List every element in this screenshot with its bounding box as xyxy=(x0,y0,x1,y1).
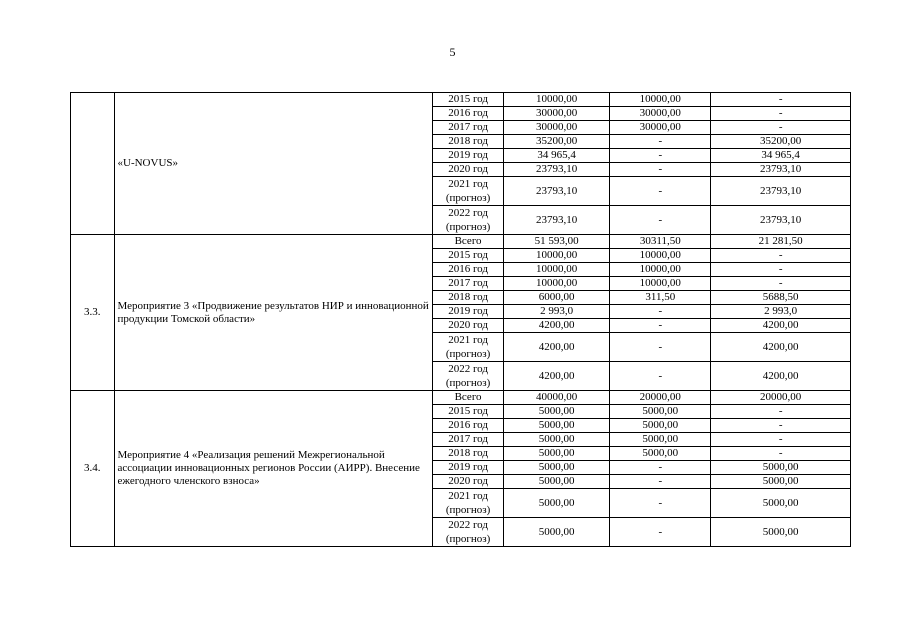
regional-cell: 4200,00 xyxy=(711,319,851,333)
federal-cell: - xyxy=(610,489,711,518)
total-cell: 5000,00 xyxy=(503,475,609,489)
year-line: 2022 год xyxy=(448,207,488,219)
item-number-cell xyxy=(71,93,115,235)
total-cell: 35200,00 xyxy=(503,135,609,149)
federal-cell: - xyxy=(610,319,711,333)
item-number-cell: 3.3. xyxy=(71,235,115,391)
total-cell: 23793,10 xyxy=(503,163,609,177)
table-row xyxy=(71,93,851,107)
total-cell: 4200,00 xyxy=(503,333,609,362)
year-line: 2021 год xyxy=(448,178,488,190)
federal-cell: 10000,00 xyxy=(610,93,711,107)
regional-cell: 5688,50 xyxy=(711,291,851,305)
regional-cell: 23793,10 xyxy=(711,163,851,177)
federal-cell: - xyxy=(610,518,711,547)
total-cell: 5000,00 xyxy=(503,461,609,475)
year-cell: 2020 год xyxy=(433,319,504,333)
regional-cell: 21 281,50 xyxy=(711,235,851,249)
total-cell: 5000,00 xyxy=(503,433,609,447)
federal-cell: 30000,00 xyxy=(610,121,711,135)
year-cell: 2016 год xyxy=(433,419,504,433)
year-cell xyxy=(433,206,504,235)
year-line: 2022 год xyxy=(448,363,488,375)
total-cell: 23793,10 xyxy=(503,206,609,235)
total-cell: 10000,00 xyxy=(503,249,609,263)
year-cell: 2020 год xyxy=(433,163,504,177)
year-line: 2021 год xyxy=(448,490,488,502)
regional-cell: - xyxy=(711,447,851,461)
year-line: (прогноз) xyxy=(445,192,491,204)
regional-cell: 23793,10 xyxy=(711,177,851,206)
total-cell: 2 993,0 xyxy=(503,305,609,319)
federal-cell: 10000,00 xyxy=(610,263,711,277)
year-cell: 2019 год xyxy=(433,461,504,475)
total-cell: 40000,00 xyxy=(503,391,609,405)
regional-cell: 4200,00 xyxy=(711,333,851,362)
year-cell: 2016 год xyxy=(433,107,504,121)
federal-cell: 30311,50 xyxy=(610,235,711,249)
regional-cell: 5000,00 xyxy=(711,461,851,475)
federal-cell: 30000,00 xyxy=(610,107,711,121)
year-cell: 2015 год xyxy=(433,249,504,263)
regional-cell: - xyxy=(711,263,851,277)
federal-cell: - xyxy=(610,362,711,391)
federal-cell: - xyxy=(610,461,711,475)
item-description-cell: Мероприятие 3 «Продвижение результатов НИР и инновационной продукции Томской области» xyxy=(114,235,433,391)
regional-cell: - xyxy=(711,249,851,263)
table-row xyxy=(71,391,851,405)
federal-cell: 10000,00 xyxy=(610,249,711,263)
year-cell: 2015 год xyxy=(433,93,504,107)
federal-cell: 10000,00 xyxy=(610,277,711,291)
year-cell: 2018 год xyxy=(433,135,504,149)
federal-cell: 5000,00 xyxy=(610,405,711,419)
federal-cell: 5000,00 xyxy=(610,447,711,461)
total-cell: 10000,00 xyxy=(503,93,609,107)
regional-cell: 35200,00 xyxy=(711,135,851,149)
year-cell: 2017 год xyxy=(433,433,504,447)
total-cell: 34 965,4 xyxy=(503,149,609,163)
regional-cell: - xyxy=(711,433,851,447)
federal-cell: - xyxy=(610,206,711,235)
regional-cell: 20000,00 xyxy=(711,391,851,405)
year-cell: 2020 год xyxy=(433,475,504,489)
regional-cell: 5000,00 xyxy=(711,518,851,547)
regional-cell: 34 965,4 xyxy=(711,149,851,163)
total-cell: 23793,10 xyxy=(503,177,609,206)
total-cell: 30000,00 xyxy=(503,107,609,121)
total-cell: 5000,00 xyxy=(503,405,609,419)
regional-cell: - xyxy=(711,277,851,291)
regional-cell: - xyxy=(711,405,851,419)
total-cell: 5000,00 xyxy=(503,419,609,433)
page-number: 5 xyxy=(449,45,456,59)
regional-cell: - xyxy=(711,419,851,433)
total-cell: 10000,00 xyxy=(503,263,609,277)
year-cell: 2016 год xyxy=(433,263,504,277)
year-line: 2022 год xyxy=(448,519,488,531)
total-cell: 5000,00 xyxy=(503,447,609,461)
table-body xyxy=(71,93,851,547)
federal-cell: 5000,00 xyxy=(610,433,711,447)
total-cell: 30000,00 xyxy=(503,121,609,135)
federal-cell: - xyxy=(610,305,711,319)
budget-table xyxy=(70,92,851,547)
regional-cell: - xyxy=(711,93,851,107)
year-cell xyxy=(433,518,504,547)
regional-cell: 23793,10 xyxy=(711,206,851,235)
year-cell xyxy=(433,489,504,518)
year-line: 2021 год xyxy=(448,334,488,346)
regional-cell: - xyxy=(711,121,851,135)
regional-cell: 4200,00 xyxy=(711,362,851,391)
item-description-cell: Мероприятие 4 «Реализация решений Межрегиональной ассоциации инновационных регионов России (АИРР). Внесение ежегодного членского взноса» xyxy=(114,391,433,547)
federal-cell: - xyxy=(610,135,711,149)
regional-cell: 2 993,0 xyxy=(711,305,851,319)
year-line: (прогноз) xyxy=(445,533,491,545)
year-cell: 2018 год xyxy=(433,291,504,305)
item-number-cell: 3.4. xyxy=(71,391,115,547)
regional-cell: 5000,00 xyxy=(711,489,851,518)
year-cell xyxy=(433,177,504,206)
total-cell: 5000,00 xyxy=(503,518,609,547)
federal-cell: - xyxy=(610,149,711,163)
year-line: (прогноз) xyxy=(445,377,491,389)
total-cell: 4200,00 xyxy=(503,362,609,391)
year-cell: Всего xyxy=(433,235,504,249)
total-cell: 4200,00 xyxy=(503,319,609,333)
total-cell: 6000,00 xyxy=(503,291,609,305)
federal-cell: - xyxy=(610,475,711,489)
year-cell: 2018 год xyxy=(433,447,504,461)
year-cell: 2019 год xyxy=(433,149,504,163)
federal-cell: - xyxy=(610,177,711,206)
total-cell: 10000,00 xyxy=(503,277,609,291)
total-cell: 5000,00 xyxy=(503,489,609,518)
year-cell: 2017 год xyxy=(433,277,504,291)
federal-cell: 311,50 xyxy=(610,291,711,305)
year-cell xyxy=(433,362,504,391)
federal-cell: - xyxy=(610,333,711,362)
year-line: (прогноз) xyxy=(445,504,491,516)
federal-cell: 5000,00 xyxy=(610,419,711,433)
year-line: (прогноз) xyxy=(445,348,491,360)
year-cell: Всего xyxy=(433,391,504,405)
year-line: (прогноз) xyxy=(445,221,491,233)
regional-cell: 5000,00 xyxy=(711,475,851,489)
federal-cell: - xyxy=(610,163,711,177)
table-row xyxy=(71,235,851,249)
total-cell: 51 593,00 xyxy=(503,235,609,249)
year-cell: 2019 год xyxy=(433,305,504,319)
year-cell xyxy=(433,333,504,362)
regional-cell: - xyxy=(711,107,851,121)
item-description-cell: «U-NOVUS» xyxy=(114,93,433,235)
federal-cell: 20000,00 xyxy=(610,391,711,405)
year-cell: 2017 год xyxy=(433,121,504,135)
year-cell: 2015 год xyxy=(433,405,504,419)
